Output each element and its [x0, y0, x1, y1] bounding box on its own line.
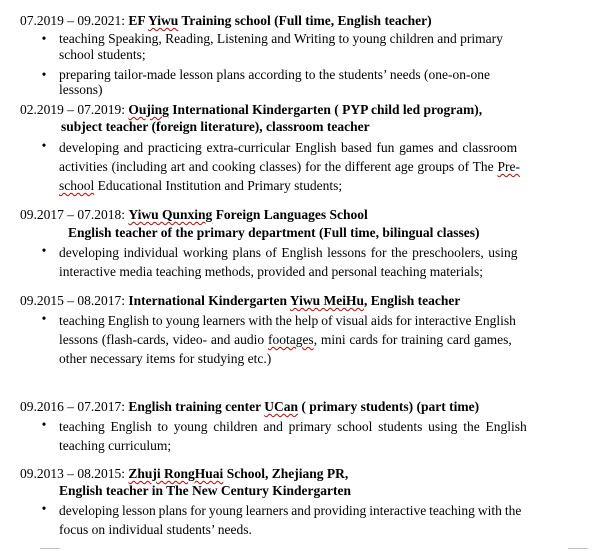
entry-employer: Oujing International Kindergarten ( PYP child led program), — [128, 102, 483, 117]
entry-dates: 09.2015 – 08.2017: — [20, 293, 129, 308]
list-item: • teaching English to young learners with the help of visual aids for interactive English lessons (flash-cards, video- and audio footages, mini cards for training card games, other necessary items for studying etc.) — [20, 311, 582, 368]
list-item: • preparing tailor-made lesson plans according to the students’ needs (one-on-one lessons) — [20, 67, 582, 97]
bullet-icon: • — [41, 243, 47, 258]
bullet-icon: • — [41, 417, 47, 432]
entry-employer: Yiwu Qunxing Foreign Languages School — [128, 207, 368, 222]
bullet-icon: • — [41, 311, 47, 326]
entry-employer: English training center UCan ( primary students) (part time) — [128, 399, 480, 414]
entry-dates: 07.2019 – 09.2021: — [20, 13, 129, 28]
entry-employer: Zhuji RongHuai School, Zhejiang PR, — [128, 466, 349, 481]
bullet-icon: • — [41, 31, 47, 46]
entry-oujing — [20, 102, 582, 195]
entry-heading — [20, 399, 582, 415]
entry-ef-yiwu — [20, 13, 582, 97]
bullet-icon: • — [41, 501, 47, 516]
entry-ronghuai — [20, 466, 582, 539]
entry-qunxing — [20, 207, 582, 281]
list-item: • developing individual working plans of English lessons for the preschoolers, using interactive media teaching methods, provided and personal teaching materials; — [20, 243, 582, 281]
entry-dates: 09.2016 – 07.2017: — [20, 399, 129, 414]
list-item: • developing lesson plans for young learners and providing interactive teaching with the focus on individual students’ needs. — [20, 501, 582, 539]
entry-employer: EF Yiwu Training school (Full time, English teacher) — [128, 13, 432, 28]
entry-role: English teacher in The New Century Kindergarten — [59, 483, 351, 498]
entry-dates: 09.2017 – 07.2018: — [20, 207, 129, 222]
entry-employer: International Kindergarten Yiwu MeiHu, English teacher — [128, 293, 461, 308]
entry-role: subject teacher (foreign literature), classroom teacher — [61, 119, 370, 134]
bullet-icon: • — [41, 67, 47, 82]
list-item: • teaching English to young children and primary school students using the English teaching curriculum; — [20, 417, 582, 455]
entry-dates: 02.2019 – 07.2019: — [20, 102, 129, 117]
entry-heading — [20, 102, 582, 118]
entry-heading — [20, 13, 582, 29]
list-item: • developing and practicing extra-curricular English based fun games and classroom activities (including art and cooking classes) for the different age groups of The Pre- school Educational Institution and Primary students; — [20, 138, 582, 195]
entry-heading — [20, 466, 582, 482]
page-corner-mark-left — [40, 548, 60, 549]
entry-heading — [20, 293, 582, 309]
entry-role: English teacher of the primary department (Full time, bilingual classes) — [68, 225, 480, 240]
entry-dates: 09.2013 – 08.2015: — [20, 466, 129, 481]
list-item: • teaching Speaking, Reading, Listening and Writing to young children and primary school students; — [20, 31, 582, 63]
bullet-icon: • — [41, 138, 47, 153]
entry-heading — [20, 207, 582, 223]
entry-ucan — [20, 399, 582, 455]
page-corner-mark-right — [568, 548, 588, 549]
entry-meihu — [20, 293, 582, 368]
